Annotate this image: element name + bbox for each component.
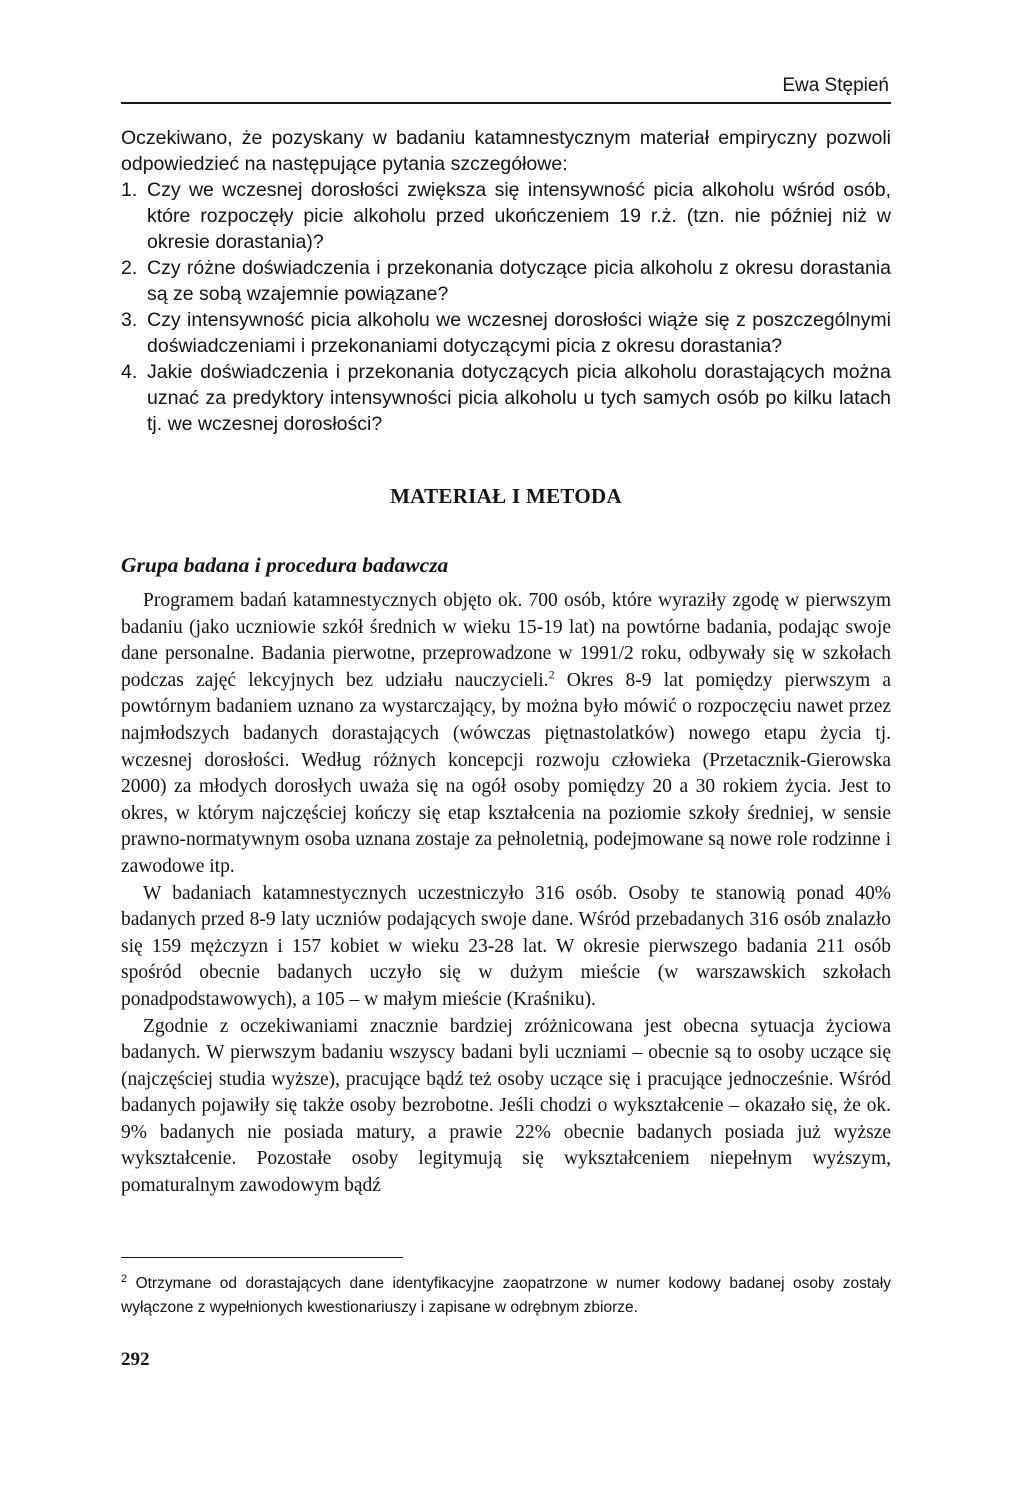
intro-paragraph: Oczekiwano, że pozyskany w badaniu katamnestycznym materiał empiryczny pozwoli odpowiedzieć na następujące pytania szczegółowe: xyxy=(121,127,891,175)
question-number: 2. xyxy=(121,257,138,279)
question-text: Czy we wczesnej dorosłości zwiększa się intensywność picia alkoholu wśród osób, które rozpoczęły picie alkoholu przed ukończeniem 19 r.ż. (tzn. nie później niż w okresie dorastania)? xyxy=(147,179,891,253)
question-text: Czy różne doświadczenia i przekonania dotyczące picia alkoholu z okresu dorastania są ze sobą wzajemnie powiązane? xyxy=(147,257,891,305)
body-text xyxy=(121,588,891,1200)
question-text: Czy intensywność picia alkoholu we wczesnej dorosłości wiąże się z poszczególnymi doświadczeniami i przekonaniami dotyczącymi picia z okresu dorastania? xyxy=(147,309,891,357)
questions-list xyxy=(121,177,891,437)
question-number: 3. xyxy=(121,309,138,331)
footnote xyxy=(121,1272,891,1320)
body-paragraph: W badaniach katamnestycznych uczestniczyło 316 osób. Osoby te stanowią ponad 40% badanych przed 8-9 laty uczniów podających swoje dane. Wśród przebadanych 316 osób znalazło się 159 mężczyzn i 157 kobiet w wieku 23-28 lat. W okresie pierwszego badania 211 osób spośród obecnie badanych uczyło się w dużym mieście (w warszawskich szkołach ponadpodstawowych), a 105 – w małym mieście (Kraśniku). xyxy=(121,882,891,1010)
intro-section xyxy=(121,125,891,437)
section-heading: MATERIAŁ I METODA xyxy=(390,484,622,508)
paragraph-text: Okres 8-9 lat pomiędzy pierwszym a powtórnym badaniem uznano za wystarczający, by można było mówić o rozpoczęciu nawet przez najmłodszych badanych dorastających (wówczas piętnastolatków) nowego etapu życia tj. wczesnej dorosłości. Według różnych koncepcji rozwoju człowieka (Przetacznik-Gierowska 2000) za młodych dorosłych uważa się na ogół osoby pomiędzy 20 a 30 rokiem życia. Jest to okres, w którym najczęściej kończy się etap kształcenia na poziomie szkoły średniej, w sensie prawno-normatywnym osoba uznana zostaje za pełnoletnią, podejmowane są nowe role rodzinne i zawodowe itp. xyxy=(121,669,891,877)
running-header xyxy=(121,74,891,104)
footnote-number: 2 xyxy=(121,1272,128,1285)
question-item xyxy=(121,177,891,255)
question-number: 1. xyxy=(121,179,138,201)
footnote-reference: 2 xyxy=(548,667,555,682)
body-paragraph xyxy=(121,588,891,881)
body-paragraph: Zgodnie z oczekiwaniami znacznie bardziej zróżnicowana jest obecna sytuacja życiowa badanych. W pierwszym badaniu wszyscy badani byli uczniami – obecnie są to osoby uczące się (najczęściej studia wyższe), pracujące bądź też osoby uczące się i pracujące jednocześnie. Wśród badanych pojawiły się także osoby bezrobotne. Jeśli chodzi o wykształcenie – okazało się, że ok. 9% badanych nie posiada matury, a prawie 22% obecnie badanych posiada już wyższe wykształcenie. Pozostałe osoby legitymują się wykształceniem niepełnym wyższym, pomaturalnym zawodowym bądź xyxy=(121,1015,891,1197)
subsection-heading: Grupa badana i procedura badawcza xyxy=(121,553,449,577)
question-number: 4. xyxy=(121,361,138,383)
question-item xyxy=(121,307,891,359)
question-item xyxy=(121,255,891,307)
header-author: Ewa Stępień xyxy=(782,75,889,96)
question-text: Jakie doświadczenia i przekonania dotyczących picia alkoholu dorastających można uznać za predyktory intensywności picia alkoholu u tych samych osób po kilku latach tj. we wczesnej dorosłości? xyxy=(147,361,891,435)
paragraph-text: Programem badań katamnestycznych objęto ok. 700 osób, które wyraziły zgodę w pierwszym badaniu (jako uczniowie szkół średnich w wieku 15-19 lat) na powtórne badania, podając swoje dane personalne. Badania pierwotne, przeprowadzone w 1991/2 roku, odbywały się w szkołach podczas zajęć lekcyjnych bez udziału nauczycieli. xyxy=(121,590,891,691)
footnote-text: Otrzymane od dorastających dane identyfikacyjne zaopatrzone w numer kodowy badanej osoby zostały wyłączone z wypełnionych kwestionariuszy i zapisane w odrębnym zbiorze. xyxy=(121,1275,891,1316)
question-item xyxy=(121,359,891,437)
page-number: 292 xyxy=(121,1349,150,1370)
footnote-divider xyxy=(121,1257,403,1258)
